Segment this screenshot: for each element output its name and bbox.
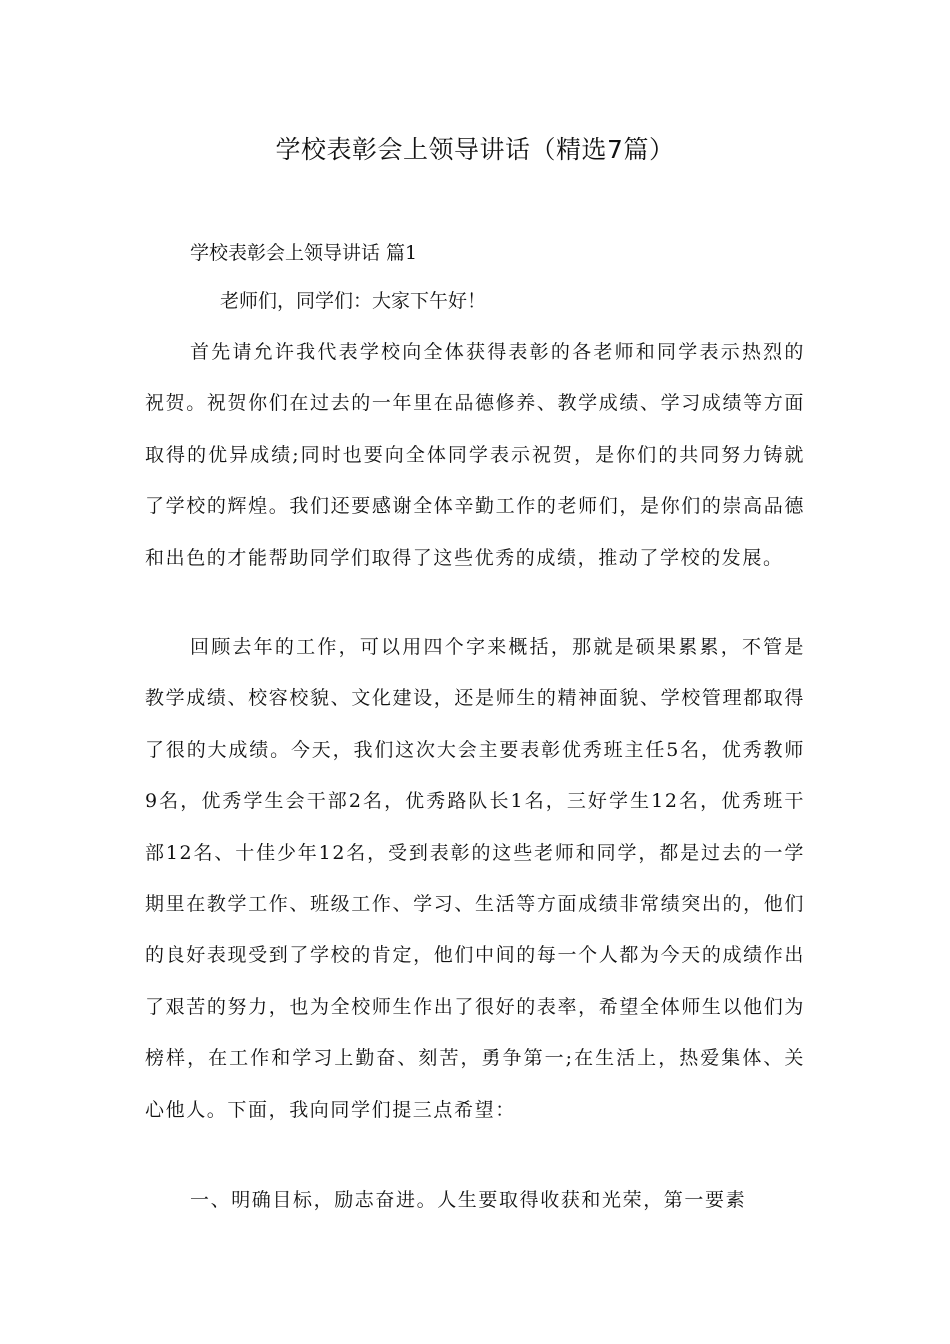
greeting-line: 老师们，同学们：大家下午好！: [220, 290, 487, 312]
body-paragraph: 一、明确目标，励志奋进。人生要取得收获和光荣，第一要素: [190, 1189, 747, 1211]
body-paragraph: 回顾去年的工作，可以用四个字来概括，那就是硕果累累，不管是教学成绩、校容校貌、文化建设，还是师生的精神面貌、学校管理都取得了很的大成绩。今天，我们这次大会主要表彰优秀班主任5名，优秀教师9名，优秀学生会干部2名，优秀路队长1名，三好学生12名，优秀班干部12名、十佳少年12名，受到表彰的这些老师和同学，都是过去的一学期里在教学工作、班级工作、学习、生活等方面成绩非常绩突出的，他们的良好表现受到了学校的肯定，他们中间的每一个人都为今天的成绩作出了艰苦的努力，也为全校师生作出了很好的表率，希望全体师生以他们为榜样，在工作和学习上勤奋、刻苦，勇争第一;在生活上，热爱集体、关心他人。下面，我向同学们提三点希望：: [145, 636, 805, 1121]
body-paragraph: 首先请允许我代表学校向全体获得表彰的各老师和同学表示热烈的祝贺。祝贺你们在过去的一年里在品德修养、教学成绩、学习成绩等方面取得的优异成绩;同时也要向全体同学表示祝贺，是你们的共同努力铸就了学校的辉煌。我们还要感谢全体辛勤工作的老师们，是你们的崇高品德和出色的才能帮助同学们取得了这些优秀的成绩，推动了学校的发展。: [145, 341, 805, 569]
document-title: 学校表彰会上领导讲话（精选7篇）: [275, 135, 675, 164]
section-title: 学校表彰会上领导讲话 篇1: [190, 242, 418, 264]
